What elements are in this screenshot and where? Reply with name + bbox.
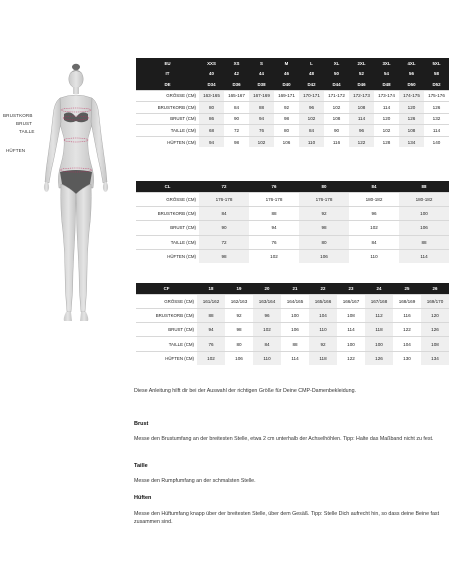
value-cell: 76 bbox=[197, 337, 225, 351]
size-table-standard bbox=[136, 58, 449, 147]
value-cell: 96 bbox=[349, 125, 374, 137]
value-cell: 92 bbox=[299, 206, 349, 220]
value-cell: 84 bbox=[349, 235, 399, 249]
header-size-cell: 2XL bbox=[349, 58, 374, 69]
header-label-cell: IT bbox=[136, 69, 199, 80]
section-title-hueften: Hüften bbox=[134, 495, 152, 501]
value-cell: 134 bbox=[399, 136, 424, 147]
table-row bbox=[136, 250, 449, 264]
row-label-cell: HÜFTEN (CM) bbox=[136, 351, 197, 365]
value-cell: 167/168 bbox=[365, 294, 393, 308]
value-cell: 108 bbox=[421, 337, 449, 351]
section-text-brust: Messe den Brustumfang an der breitesten Stelle, etwa 2 cm unterhalb der Achselhöhlen. Tipp: Halte das Maßband nicht zu fest. bbox=[134, 436, 434, 442]
table-row bbox=[136, 294, 449, 308]
value-cell: 92 bbox=[309, 337, 337, 351]
value-cell: 108 bbox=[349, 102, 374, 114]
header-size-cell: XXS bbox=[199, 58, 224, 69]
value-cell: 102 bbox=[249, 250, 299, 264]
value-cell: 90 bbox=[224, 113, 249, 125]
value-cell: 132 bbox=[424, 113, 449, 125]
value-cell: 172-173 bbox=[349, 90, 374, 102]
figure-label-brustkorb: BRUSTKORB bbox=[3, 113, 33, 118]
intro-text: Diese Anleitung hilft dir bei der Auswahl der richtigen Größe für Deine CMP-Damenbekleidung. bbox=[134, 388, 356, 394]
header-size-cell: 50 bbox=[324, 69, 349, 80]
value-cell: 92 bbox=[225, 308, 253, 322]
header-size-cell: XL bbox=[324, 58, 349, 69]
value-cell: 100 bbox=[365, 337, 393, 351]
value-cell: 106 bbox=[225, 351, 253, 365]
value-cell: 100 bbox=[281, 308, 309, 322]
table-row bbox=[136, 136, 449, 147]
value-cell: 167-169 bbox=[249, 90, 274, 102]
value-cell: 161/162 bbox=[197, 294, 225, 308]
value-cell: 80 bbox=[225, 337, 253, 351]
value-cell: 84 bbox=[299, 125, 324, 137]
row-label-cell: BRUSTKORB (CM) bbox=[136, 308, 197, 322]
value-cell: 106 bbox=[281, 323, 309, 337]
table-row bbox=[136, 221, 449, 235]
value-cell: 165/166 bbox=[309, 294, 337, 308]
value-cell: 84 bbox=[199, 206, 249, 220]
value-cell: 120 bbox=[399, 102, 424, 114]
section-text-taille: Messe den Rumpfumfang an der schmalsten Stelle. bbox=[134, 478, 256, 484]
header-size-cell: D44 bbox=[324, 79, 349, 90]
value-cell: 169/170 bbox=[421, 294, 449, 308]
header-label-cell: CF bbox=[136, 283, 197, 294]
value-cell: 72 bbox=[199, 235, 249, 249]
header-size-cell: 18 bbox=[197, 283, 225, 294]
value-cell: 110 bbox=[349, 250, 399, 264]
value-cell: 126 bbox=[424, 102, 449, 114]
header-size-cell: D48 bbox=[374, 79, 399, 90]
header-size-cell: 25 bbox=[393, 283, 421, 294]
header-size-cell: S bbox=[249, 58, 274, 69]
value-cell: 108 bbox=[324, 113, 349, 125]
body-figure bbox=[38, 60, 114, 360]
value-cell: 88 bbox=[399, 235, 449, 249]
value-cell: 96 bbox=[349, 206, 399, 220]
value-cell: 80 bbox=[274, 125, 299, 137]
value-cell: 114 bbox=[337, 323, 365, 337]
header-label-cell: DE bbox=[136, 79, 199, 90]
header-size-cell: 76 bbox=[249, 181, 299, 192]
table-row bbox=[136, 102, 449, 114]
value-cell: 112 bbox=[365, 308, 393, 322]
header-label-cell: EU bbox=[136, 58, 199, 69]
value-cell: 94 bbox=[249, 113, 274, 125]
header-size-cell: 48 bbox=[299, 69, 324, 80]
value-cell: 106 bbox=[274, 136, 299, 147]
value-cell: 110 bbox=[253, 351, 281, 365]
table-row bbox=[136, 235, 449, 249]
header-size-cell: D36 bbox=[224, 79, 249, 90]
header-size-cell: 54 bbox=[374, 69, 399, 80]
table-row bbox=[136, 90, 449, 102]
value-cell: 106 bbox=[399, 221, 449, 235]
value-cell: 114 bbox=[349, 113, 374, 125]
row-label-cell: TAILLE (CM) bbox=[136, 337, 197, 351]
value-cell: 100 bbox=[337, 337, 365, 351]
table-row bbox=[136, 323, 449, 337]
value-cell: 88 bbox=[281, 337, 309, 351]
row-label-cell: GRÖSSE (CM) bbox=[136, 90, 199, 102]
value-cell: 114 bbox=[374, 102, 399, 114]
value-cell: 98 bbox=[274, 113, 299, 125]
table-header-row bbox=[136, 181, 449, 192]
row-label-cell: TAILLE (CM) bbox=[136, 235, 199, 249]
table-row bbox=[136, 113, 449, 125]
value-cell: 122 bbox=[337, 351, 365, 365]
value-cell: 84 bbox=[253, 337, 281, 351]
value-cell: 116 bbox=[324, 136, 349, 147]
value-cell: 134 bbox=[421, 351, 449, 365]
table-row bbox=[136, 351, 449, 365]
value-cell: 86 bbox=[199, 113, 224, 125]
header-size-cell: 80 bbox=[299, 181, 349, 192]
figure-label-taille: TAILLE bbox=[19, 129, 35, 134]
row-label-cell: HÜFTEN (CM) bbox=[136, 250, 199, 264]
header-size-cell: 3XL bbox=[374, 58, 399, 69]
value-cell: 110 bbox=[309, 323, 337, 337]
value-cell: 130 bbox=[393, 351, 421, 365]
value-cell: 100 bbox=[399, 206, 449, 220]
value-cell: 168/169 bbox=[393, 294, 421, 308]
value-cell: 118 bbox=[365, 323, 393, 337]
value-cell: 80 bbox=[299, 235, 349, 249]
row-label-cell: BRUSTKORB (CM) bbox=[136, 206, 199, 220]
header-size-cell: 46 bbox=[274, 69, 299, 80]
header-size-cell: D46 bbox=[349, 79, 374, 90]
value-cell: 122 bbox=[393, 323, 421, 337]
value-cell: 174-175 bbox=[399, 90, 424, 102]
table-row bbox=[136, 308, 449, 322]
value-cell: 180-182 bbox=[349, 192, 399, 206]
header-size-cell: 42 bbox=[224, 69, 249, 80]
value-cell: 106 bbox=[299, 250, 349, 264]
value-cell: 80 bbox=[199, 102, 224, 114]
value-cell: 110 bbox=[299, 136, 324, 147]
row-label-cell: BRUST (CM) bbox=[136, 221, 199, 235]
value-cell: 102 bbox=[349, 221, 399, 235]
value-cell: 120 bbox=[421, 308, 449, 322]
value-cell: 140 bbox=[424, 136, 449, 147]
header-size-cell: 4XL bbox=[399, 58, 424, 69]
value-cell: 120 bbox=[374, 113, 399, 125]
value-cell: 94 bbox=[199, 136, 224, 147]
value-cell: 169-171 bbox=[274, 90, 299, 102]
header-size-cell: 26 bbox=[421, 283, 449, 294]
section-title-taille: Taille bbox=[134, 463, 148, 469]
value-cell: 108 bbox=[399, 125, 424, 137]
header-size-cell: 72 bbox=[199, 181, 249, 192]
value-cell: 102 bbox=[253, 323, 281, 337]
table-row bbox=[136, 125, 449, 137]
table-row bbox=[136, 192, 449, 206]
table-header-row bbox=[136, 283, 449, 294]
value-cell: 104 bbox=[393, 337, 421, 351]
value-cell: 176-178 bbox=[199, 192, 249, 206]
value-cell: 108 bbox=[337, 308, 365, 322]
header-size-cell: L bbox=[299, 58, 324, 69]
value-cell: 102 bbox=[249, 136, 274, 147]
value-cell: 126 bbox=[399, 113, 424, 125]
header-size-cell: 56 bbox=[399, 69, 424, 80]
size-table-cl bbox=[136, 181, 449, 263]
header-size-cell: 20 bbox=[253, 283, 281, 294]
header-size-cell: D38 bbox=[249, 79, 274, 90]
value-cell: 128 bbox=[374, 136, 399, 147]
value-cell: 162/163 bbox=[225, 294, 253, 308]
value-cell: 163/164 bbox=[253, 294, 281, 308]
header-size-cell: 44 bbox=[249, 69, 274, 80]
row-label-cell: BRUST (CM) bbox=[136, 113, 199, 125]
header-size-cell: 52 bbox=[349, 69, 374, 80]
section-text-hueften: Messe den Hüftumfang knapp über der breitesten Stelle, über dem Gesäß. Tipp: Stelle Dich aufrecht hin, so dass deine Beine fast zusammen sind. bbox=[134, 511, 440, 526]
value-cell: 88 bbox=[197, 308, 225, 322]
size-table-cf bbox=[136, 283, 449, 365]
value-cell: 114 bbox=[399, 250, 449, 264]
value-cell: 126 bbox=[365, 351, 393, 365]
header-size-cell: 84 bbox=[349, 181, 399, 192]
row-label-cell: GRÖSSE (CM) bbox=[136, 294, 197, 308]
value-cell: 170-171 bbox=[299, 90, 324, 102]
row-label-cell: GRÖSSE (CM) bbox=[136, 192, 199, 206]
value-cell: 98 bbox=[199, 250, 249, 264]
value-cell: 173-174 bbox=[374, 90, 399, 102]
value-cell: 166/167 bbox=[337, 294, 365, 308]
value-cell: 171-172 bbox=[324, 90, 349, 102]
row-label-cell: HÜFTEN (CM) bbox=[136, 136, 199, 147]
header-size-cell: 19 bbox=[225, 283, 253, 294]
header-size-cell: D42 bbox=[299, 79, 324, 90]
header-size-cell: 21 bbox=[281, 283, 309, 294]
value-cell: 164/165 bbox=[281, 294, 309, 308]
header-size-cell: D50 bbox=[399, 79, 424, 90]
value-cell: 176-178 bbox=[249, 192, 299, 206]
header-size-cell: 58 bbox=[424, 69, 449, 80]
header-size-cell: 23 bbox=[337, 283, 365, 294]
value-cell: 88 bbox=[249, 206, 299, 220]
value-cell: 102 bbox=[374, 125, 399, 137]
header-size-cell: 40 bbox=[199, 69, 224, 80]
figure-label-hueften: HÜFTEN bbox=[6, 148, 26, 153]
table-row bbox=[136, 337, 449, 351]
value-cell: 88 bbox=[249, 102, 274, 114]
value-cell: 90 bbox=[199, 221, 249, 235]
value-cell: 102 bbox=[324, 102, 349, 114]
value-cell: 163-165 bbox=[199, 90, 224, 102]
table-header-row bbox=[136, 58, 449, 69]
value-cell: 92 bbox=[274, 102, 299, 114]
value-cell: 76 bbox=[249, 125, 274, 137]
value-cell: 98 bbox=[299, 221, 349, 235]
value-cell: 176-178 bbox=[299, 192, 349, 206]
value-cell: 90 bbox=[324, 125, 349, 137]
value-cell: 114 bbox=[424, 125, 449, 137]
value-cell: 122 bbox=[349, 136, 374, 147]
value-cell: 68 bbox=[199, 125, 224, 137]
header-size-cell: D34 bbox=[199, 79, 224, 90]
header-size-cell: XS bbox=[224, 58, 249, 69]
value-cell: 98 bbox=[225, 323, 253, 337]
header-size-cell: D40 bbox=[274, 79, 299, 90]
value-cell: 180-182 bbox=[399, 192, 449, 206]
section-title-brust: Brust bbox=[134, 421, 149, 427]
header-size-cell: 22 bbox=[309, 283, 337, 294]
row-label-cell: BRUST (CM) bbox=[136, 323, 197, 337]
value-cell: 76 bbox=[249, 235, 299, 249]
value-cell: 84 bbox=[224, 102, 249, 114]
header-size-cell: D52 bbox=[424, 79, 449, 90]
header-label-cell: CL bbox=[136, 181, 199, 192]
value-cell: 96 bbox=[253, 308, 281, 322]
value-cell: 96 bbox=[299, 102, 324, 114]
female-silhouette-icon bbox=[38, 60, 114, 360]
table-row bbox=[136, 206, 449, 220]
value-cell: 102 bbox=[299, 113, 324, 125]
header-size-cell: 88 bbox=[399, 181, 449, 192]
value-cell: 98 bbox=[224, 136, 249, 147]
row-label-cell: TAILLE (CM) bbox=[136, 125, 199, 137]
table-header-row bbox=[136, 69, 449, 80]
value-cell: 94 bbox=[197, 323, 225, 337]
header-size-cell: 24 bbox=[365, 283, 393, 294]
figure-label-brust: BRUST bbox=[16, 121, 33, 126]
value-cell: 94 bbox=[249, 221, 299, 235]
value-cell: 118 bbox=[309, 351, 337, 365]
header-size-cell: 5XL bbox=[424, 58, 449, 69]
value-cell: 104 bbox=[309, 308, 337, 322]
value-cell: 116 bbox=[393, 308, 421, 322]
value-cell: 72 bbox=[224, 125, 249, 137]
value-cell: 126 bbox=[421, 323, 449, 337]
value-cell: 102 bbox=[197, 351, 225, 365]
table-header-row bbox=[136, 79, 449, 90]
value-cell: 175-176 bbox=[424, 90, 449, 102]
row-label-cell: BRUSTKORB (CM) bbox=[136, 102, 199, 114]
header-size-cell: M bbox=[274, 58, 299, 69]
value-cell: 114 bbox=[281, 351, 309, 365]
value-cell: 165-167 bbox=[224, 90, 249, 102]
